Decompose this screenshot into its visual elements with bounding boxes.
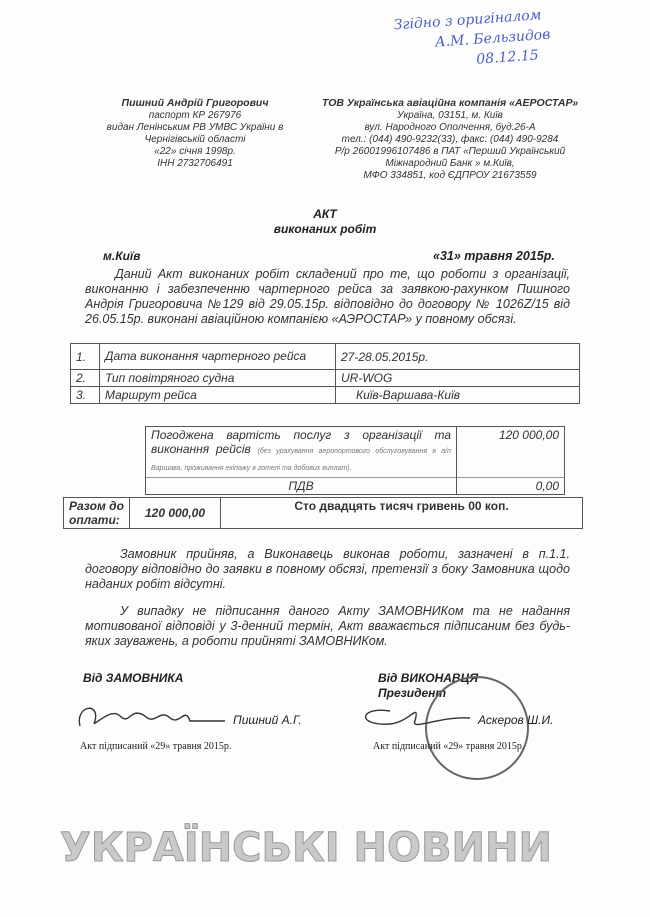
row-value: Київ-Варшава-Київ bbox=[336, 387, 580, 404]
document-body bbox=[63, 267, 583, 766]
total-row bbox=[64, 498, 583, 529]
cost-value: 120 000,00 bbox=[457, 427, 565, 478]
vat-row bbox=[146, 478, 565, 495]
doc-date: «31» травня 2015р. bbox=[433, 249, 555, 263]
contractor-sign-name: Аскеров Ш.И. bbox=[478, 713, 554, 727]
row-label: Тип повітряного судна bbox=[100, 370, 336, 387]
row-number: 3. bbox=[71, 387, 100, 404]
customer-line: видан Ленінським РВ УМВС України в bbox=[106, 122, 284, 133]
total-label: Разом до оплати: bbox=[64, 498, 130, 529]
cost-label: Погоджена вартість послуг з організації та виконання рейсів bbox=[151, 428, 451, 456]
details-table bbox=[70, 343, 580, 404]
note-line: Згідно з оригіналом bbox=[393, 7, 542, 34]
vat-value: 0,00 bbox=[457, 478, 565, 495]
contractor-line: Міжнародний Банк » м.Київ, bbox=[385, 158, 515, 169]
total-value: 120 000,00 bbox=[130, 498, 221, 529]
customer-line: ІНН 2732706491 bbox=[157, 158, 233, 169]
table-row bbox=[71, 387, 580, 404]
signing-paragraph: У випадку не підписання даного Акту ЗАМОВНИКом та не надання мотивованої відповіді у 3-денний термін, Акт вважається підписаним без будь-яких зауважень, а роботи прийняті ЗАМОВНИКом. bbox=[85, 604, 570, 648]
customer-sign-date: Акт підписаний «29» травня 2015р. bbox=[80, 741, 232, 752]
customer-signature bbox=[70, 696, 230, 736]
customer-line: паспорт КР 267976 bbox=[148, 110, 242, 121]
contractor-signature bbox=[350, 696, 475, 736]
certification-note bbox=[393, 5, 552, 76]
row-value: UR-WOG bbox=[336, 370, 580, 387]
customer-name: Пишний Андрій Григорович bbox=[121, 97, 269, 109]
cost-row bbox=[146, 427, 565, 478]
signatures bbox=[63, 671, 583, 766]
contractor-line: тел.: (044) 490-9232(33), факс: (044) 490-9284 bbox=[341, 134, 559, 145]
row-number: 1. bbox=[71, 344, 100, 370]
vat-label: ПДВ bbox=[146, 478, 457, 495]
doc-title: АКТ bbox=[313, 207, 337, 221]
intro-paragraph: Даний Акт виконаних робіт складений про те, що роботи з організації, виконанню і забезпеченню чартерного рейса за заявкою-рахунком Пишного Андрія Григоровича №129 від 29.05.15р. відповідно до договору № 1026Z/15 від 26.05.15р. виконані авіаційною компанією «АЭРОСТАР» у повному обсязі. bbox=[85, 267, 570, 326]
table-row bbox=[71, 370, 580, 387]
total-words: Сто двадцять тисяч гривень 00 коп. bbox=[221, 498, 583, 529]
acceptance-paragraph: Замовник прийняв, а Виконавець виконав роботи, зазначені в п.1.1. договору відповідно до заявки в повному обсязі, претензії з боку Замовника щодо наданих робіт відсутні. bbox=[85, 547, 570, 591]
contractor-line: Україна, 03151, м. Київ bbox=[397, 110, 503, 121]
contractor-line: вул. Народного Ополчення, буд.26-А bbox=[364, 122, 536, 133]
doc-subtitle: виконаних робіт bbox=[273, 222, 377, 236]
cost-note: (без урахування аеропортового обслуговування в а/п Варшава, проживання екіпажу в готелі та добових виплат). bbox=[151, 448, 451, 472]
city: м.Київ bbox=[103, 249, 141, 263]
customer-line: «22» січня 1998р. bbox=[154, 146, 236, 157]
contractor-sign-role: Президент bbox=[378, 686, 447, 700]
customer-sign-heading: Від ЗАМОВНИКА bbox=[83, 671, 184, 685]
contractor-line: Р/р 26001996107486 в ПАТ «Перший Український bbox=[334, 146, 566, 157]
contractor-details bbox=[310, 97, 590, 182]
customer-details bbox=[95, 97, 295, 170]
contractor-line: МФО 334851, код ЄДПРОУ 21673559 bbox=[363, 170, 537, 181]
note-date: 08.12.15 bbox=[475, 47, 540, 68]
watermark: УКРАЇНСЬКІ НОВИНИ bbox=[60, 825, 552, 871]
customer-line: Чернігівській області bbox=[144, 134, 246, 145]
note-signature: А.М. Бельзидов bbox=[434, 26, 551, 51]
contractor-sign-heading: Від ВИКОНАВЦЯ bbox=[378, 671, 479, 685]
row-value: 27-28.05.2015р. bbox=[336, 344, 580, 370]
row-label: Дата виконання чартерного рейса bbox=[100, 344, 336, 370]
contractor-name: ТОВ Українська авіаційна компанія «АЕРОСТАР» bbox=[321, 97, 579, 109]
contractor-sign-date: Акт підписаний «29» травня 2015р. bbox=[373, 741, 525, 752]
table-row bbox=[71, 344, 580, 370]
customer-sign-name: Пишний А.Г. bbox=[233, 713, 302, 727]
row-label: Маршрут рейса bbox=[100, 387, 336, 404]
row-number: 2. bbox=[71, 370, 100, 387]
cost-table bbox=[145, 426, 565, 495]
total-table bbox=[63, 497, 583, 529]
